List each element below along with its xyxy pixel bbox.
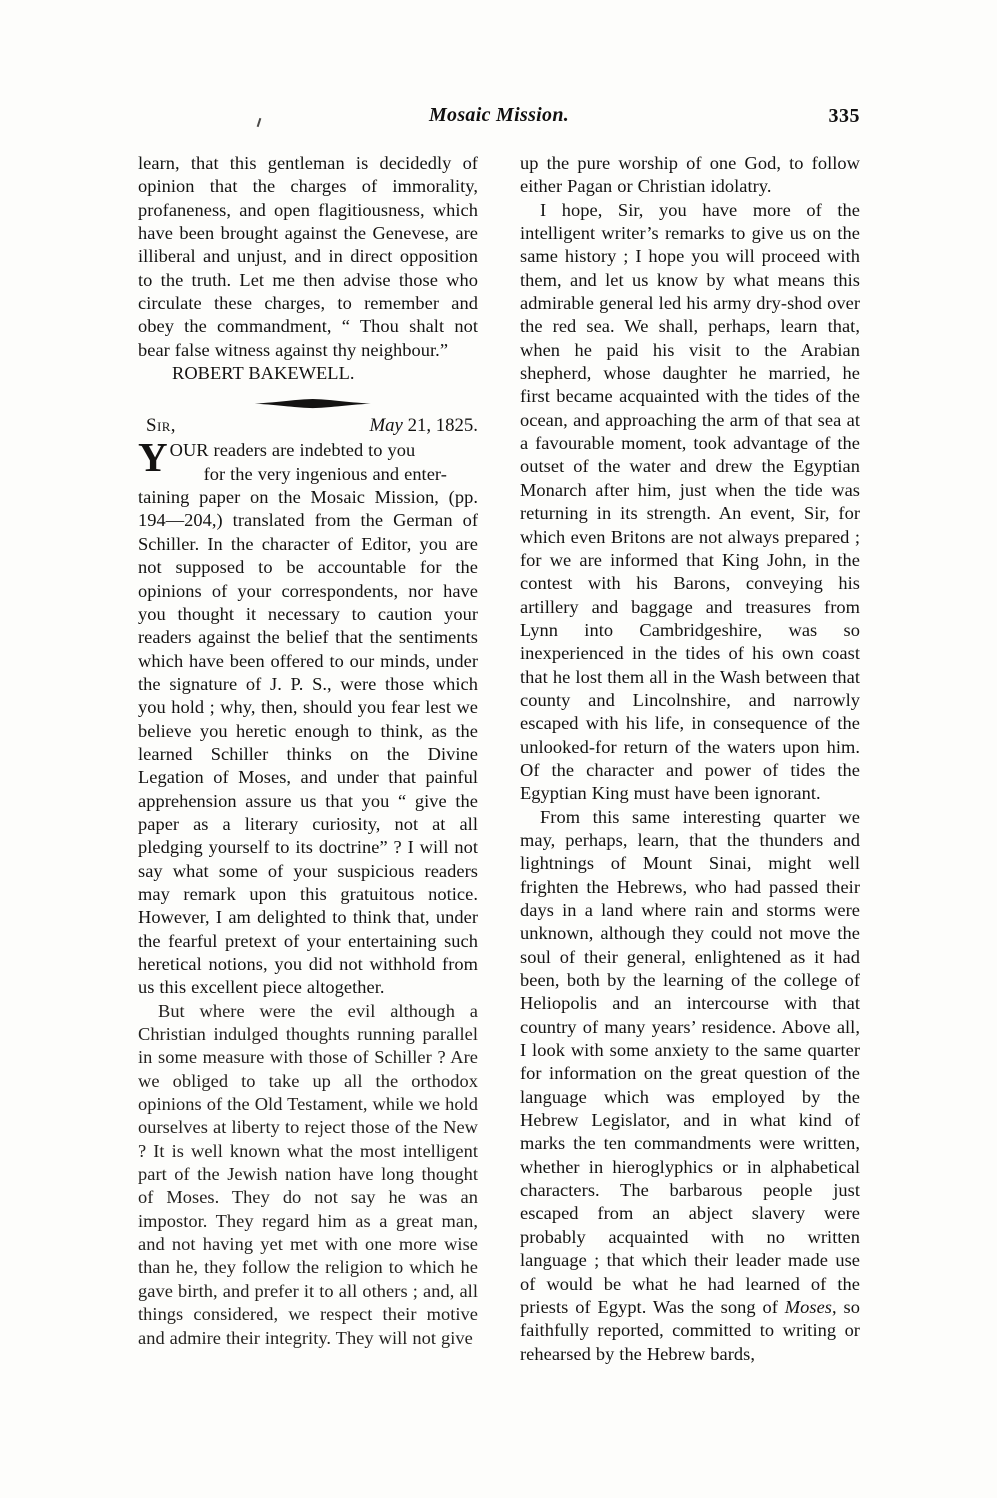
letter-body-paragraph: taining paper on the Mosaic Mission, (pp. 194—204,) translated from the German of Schiller. In the character of Editor, you are not supposed to be accountable for the opinions of your correspondents, nor have you thought it necessary to caution your readers against the belief that the sentiments which have been offered to our minds, under the signature of J. P. S., were those which you hold ; why, then, should you fear lest we believe you heretic enough to think, as the learned Schiller thinks on the Divine Legation of Moses, and under that painful apprehension assure us that you “ give the paper as a literary curiosity, not at all pledging yourself to its doctrine” ? I will not say what some of your suspicious readers may remark upon this gratuitous notice. However, I am delighted to think that, under the fearful pretext of your entertaining such heretical notions, you did not withhold from us this excellent piece altogether. <box>138 487 478 998</box>
letter-opening-line-2: for the very ingenious and enter- <box>203 463 447 484</box>
letter-opening <box>138 434 478 486</box>
paragraph-3-text-part-2: , so faithfully reported, committed to writing or rehearsed by the Hebrew bards, <box>520 1296 860 1364</box>
ornament-divider <box>138 385 478 415</box>
running-head-title: Mosaic Mission. <box>428 104 570 126</box>
paragraph-but-where-were: But where were the evil although a Christian indulged thoughts running parallel in some measure with those of Schiller ? Are we obliged to take up all the orthodox opinions of the Old Testament, while we hold ourselves at liberty to reject those of the New ? It is well known what the most intelligent part of the Jewish nation have long thought of Moses. They do not say he was an impostor. They regard him as a great man, and not having yet met with one more wise than he, they follow the religion to which he gave birth, and prefer it to all others ; and, all things considered, we respect their motive and admire their integrity. They will not give <box>138 1000 478 1348</box>
salutation-sir: Sir, <box>146 415 176 437</box>
column-left <box>138 152 478 1350</box>
dateline-day-year: 21, 1825. <box>402 415 478 437</box>
signature-robert-bakewell: ROBERT BAKEWELL. <box>172 363 355 384</box>
paragraph-3-text-part-1: From this same interesting quarter we may, perhaps, learn, that the thunders and lightnings of Mount Sinai, might well frighten the Hebrews, who had passed their days in a land where rain and storms were unknown, although they could not move the soul of their general, enlightened as it had been, both by the learning of the college of Heliopolis and an intercourse with that country of many years’ residence. Above all, I look with some anxiety to the same quarter for information on the great question of the language which was employed by the Hebrew Legislator, and in what kind of marks the ten commandments were written, whether in hieroglyphics or in alphabetical characters. The barbarous people just escaped from an abject slavery were probably acquainted with no written language ; that which their leader made use of would be what he had learned of the priests of Egypt. Was the song of <box>520 806 860 1317</box>
spindle-divider-icon <box>254 398 372 409</box>
drop-cap-y: Y <box>138 434 168 481</box>
paragraph-continued-right: up the pure worship of one God, to follow either Pagan or Christian idolatry. <box>520 153 860 197</box>
running-head <box>138 104 860 130</box>
paragraph-continued-left: learn, that this gentleman is decidedly of opinion that the charges of immorality, profaneness, and open flagitiousness, which have been brought against the Genevese, are illiberal and unjust, and in direct opposition to the truth. Let me then advise those who circulate these charges, to remember and obey the commandment, “ Thou shalt not bear false witness against thy neighbour.” <box>138 153 478 360</box>
column-right <box>520 152 860 1366</box>
paragraph-i-hope-sir: I hope, Sir, you have more of the intelligent writer’s remarks to give us on the same history ; I hope you will proceed with them, and let us know by what means this admirable general led his army dry-shod over the red sea. We shall, perhaps, learn that, when he paid his visit to the Arabian shepherd, whose daughter he married, he first became acquainted with the tides of the ocean, and approaching the arm of that sea at a favourable moment, took advantage of the outset of the water and drew the Egyptian Monarch after him, just when the tide was returning in its strength. An event, Sir, for which even Britons are not always prepared ; for we are informed that King John, in the contest with his Barons, conveying his artillery and baggage and treasures from Lynn into Cambridgeshire, was so inexperienced in the tides of his own coast that he lost them all in the Wash between that county and Lincolnshire, and narrowly escaped with his life, in consequence of the unlooked-for return of the waters upon him. Of the character and power of tides the Egyptian King must have been ignorant. <box>520 199 860 804</box>
salutation-row <box>138 415 478 439</box>
italic-moses: Moses <box>784 1296 833 1317</box>
paragraph-from-this-same-quarter <box>520 806 860 1366</box>
page-number: 335 <box>828 105 860 127</box>
dateline-month: May <box>369 415 403 437</box>
letter-opening-line-1: OUR readers are indebted to you <box>169 440 416 461</box>
dateline <box>370 415 479 437</box>
